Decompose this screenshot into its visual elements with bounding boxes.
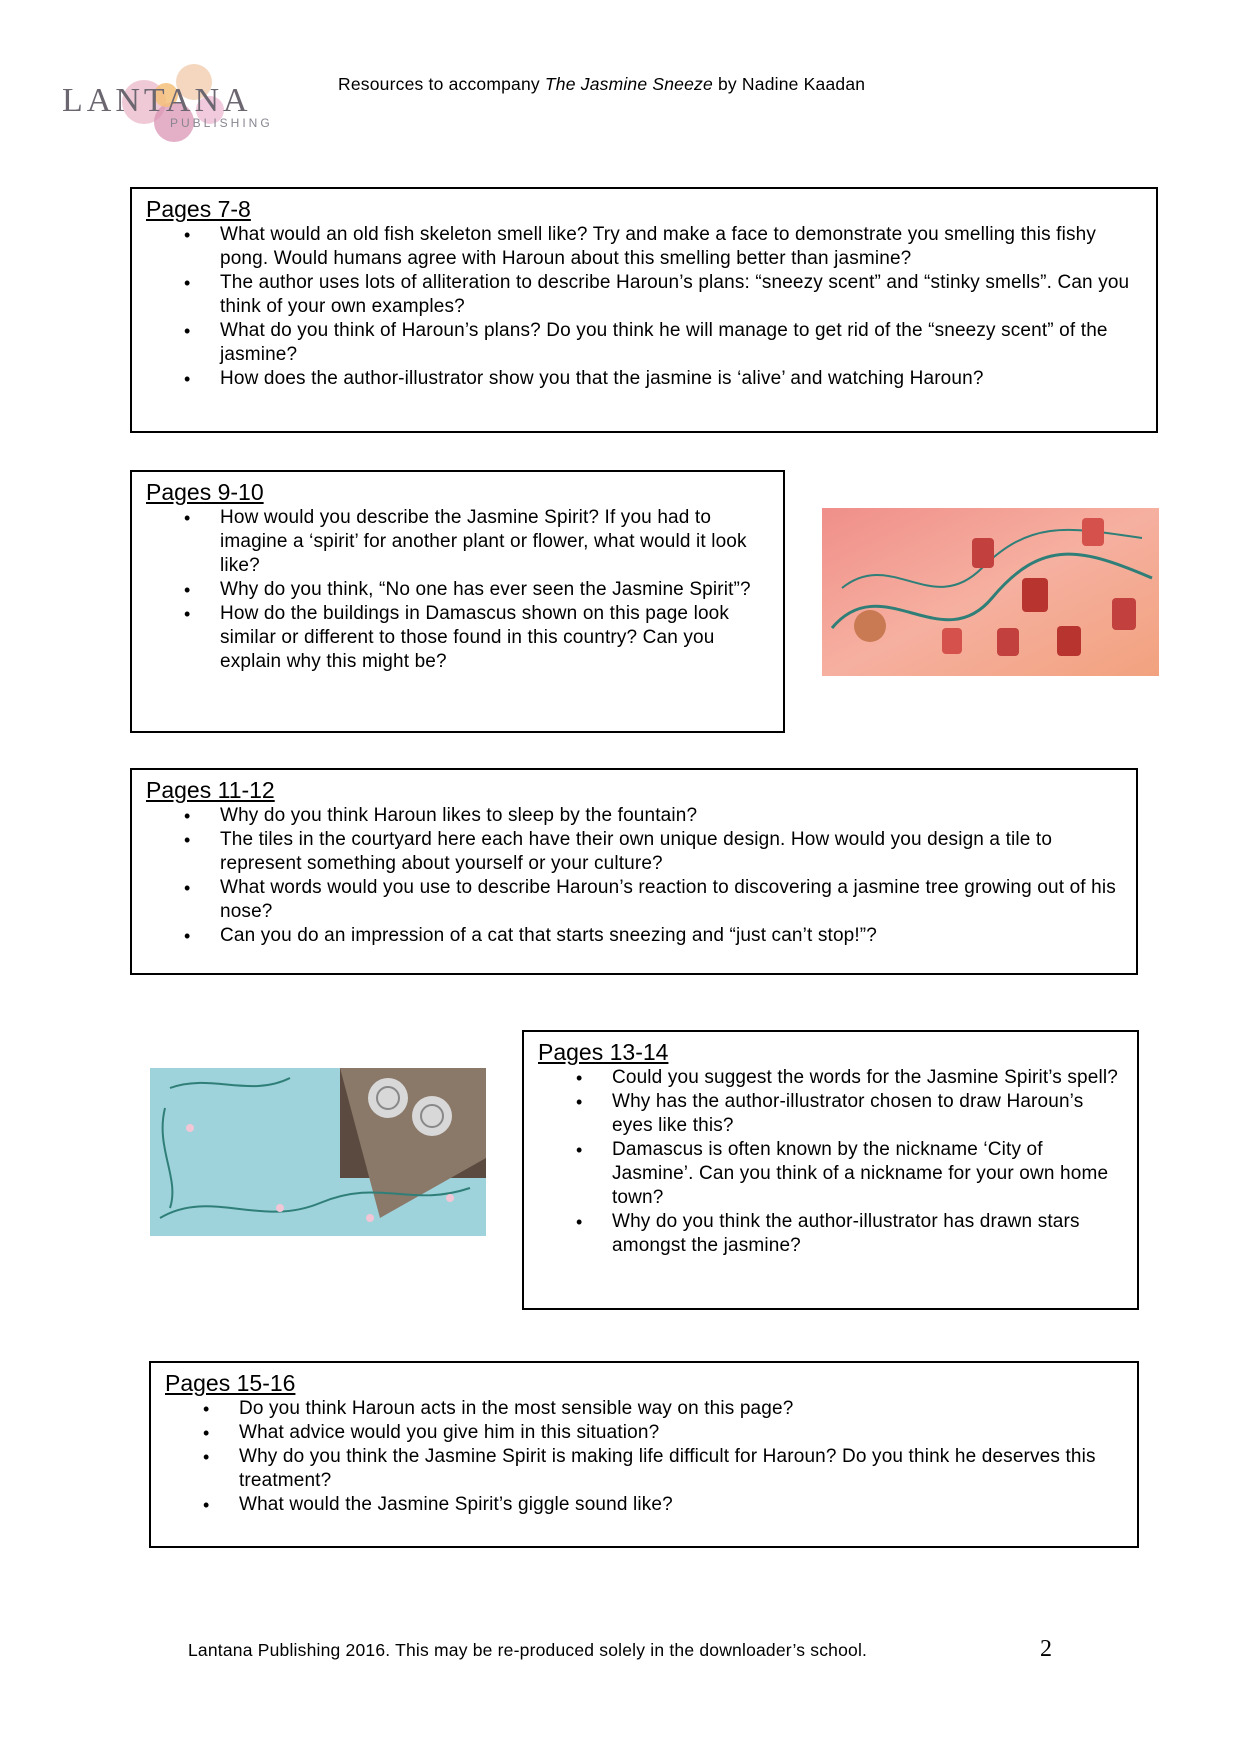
question-item: • What would the Jasmine Spirit’s giggle sound like? [165, 1493, 1123, 1517]
question-list [146, 223, 1144, 391]
section-pages-9-10 [130, 470, 785, 733]
publisher-logo [62, 60, 287, 144]
question-item: • Can you do an impression of a cat that starts sneezing and “just can’t stop!”? [146, 924, 1122, 948]
question-item: • What do you think of Haroun’s plans? Do you think he will manage to get rid of the “sneezy scent” of the jasmine? [146, 319, 1144, 367]
question-item: • How does the author-illustrator show you that the jasmine is ‘alive’ and watching Haroun? [146, 367, 1144, 391]
question-item: • Why do you think, “No one has ever seen the Jasmine Spirit”? [146, 578, 769, 602]
question-item: • How would you describe the Jasmine Spirit? If you had to imagine a ‘spirit’ for another plant or flower, what would it look like? [146, 506, 769, 578]
question-item: • What would an old fish skeleton smell like? Try and make a face to demonstrate you smelling this fishy pong. Would humans agree with Haroun about this smelling better than jasmine? [146, 223, 1144, 271]
question-list [146, 506, 769, 674]
book-title: The Jasmine Sneeze [544, 74, 713, 94]
question-item: • Why do you think the author-illustrator has drawn stars amongst the jasmine? [538, 1210, 1123, 1258]
section-pages-15-16 [149, 1361, 1139, 1548]
damascus-illustration [822, 508, 1159, 676]
section-title: Pages 13-14 [538, 1039, 669, 1065]
section-pages-13-14 [522, 1030, 1139, 1310]
section-pages-7-8 [130, 187, 1158, 433]
resource-prefix: Resources to accompany [338, 74, 540, 94]
author-suffix: by Nadine Kaadan [717, 74, 866, 94]
question-item: • How do the buildings in Damascus shown on this page look similar or different to those found in this country? Can you explain why this might be? [146, 602, 769, 674]
illustration-graphic [822, 508, 1159, 676]
section-pages-11-12 [130, 768, 1138, 975]
jasmine-spirit-illustration [150, 1068, 486, 1236]
logo-wordmark: LANTANA [62, 82, 252, 119]
question-list [165, 1397, 1123, 1517]
question-item: • Do you think Haroun acts in the most sensible way on this page? [165, 1397, 1123, 1421]
section-title: Pages 7-8 [146, 196, 251, 222]
page-header [338, 74, 865, 95]
question-item: • Why do you think the Jasmine Spirit is making life difficult for Haroun? Do you think he deserves this treatment? [165, 1445, 1123, 1493]
logo-subtext: PUBLISHING [170, 116, 273, 130]
page-number: 2 [1040, 1636, 1052, 1662]
question-item: • What words would you use to describe Haroun’s reaction to discovering a jasmine tree growing out of his nose? [146, 876, 1122, 924]
illustration-graphic [150, 1068, 486, 1236]
question-item: • Could you suggest the words for the Jasmine Spirit’s spell? [538, 1066, 1123, 1090]
question-item: • The tiles in the courtyard here each have their own unique design. How would you design a tile to represent something about yourself or your culture? [146, 828, 1122, 876]
question-list [146, 804, 1122, 948]
section-title: Pages 15-16 [165, 1370, 296, 1396]
question-item: • The author uses lots of alliteration to describe Haroun’s plans: “sneezy scent” and “stinky smells”. Can you think of your own examples? [146, 271, 1144, 319]
question-item: • Why do you think Haroun likes to sleep by the fountain? [146, 804, 1122, 828]
footer-copyright: Lantana Publishing 2016. This may be re-produced solely in the downloader’s school. [188, 1640, 868, 1660]
question-item: • What advice would you give him in this situation? [165, 1421, 1123, 1445]
section-title: Pages 11-12 [146, 777, 275, 803]
section-title: Pages 9-10 [146, 479, 264, 505]
question-item: • Damascus is often known by the nickname ‘City of Jasmine’. Can you think of a nickname for your own home town? [538, 1138, 1123, 1210]
question-list [538, 1066, 1123, 1258]
question-item: • Why has the author-illustrator chosen to draw Haroun’s eyes like this? [538, 1090, 1123, 1138]
